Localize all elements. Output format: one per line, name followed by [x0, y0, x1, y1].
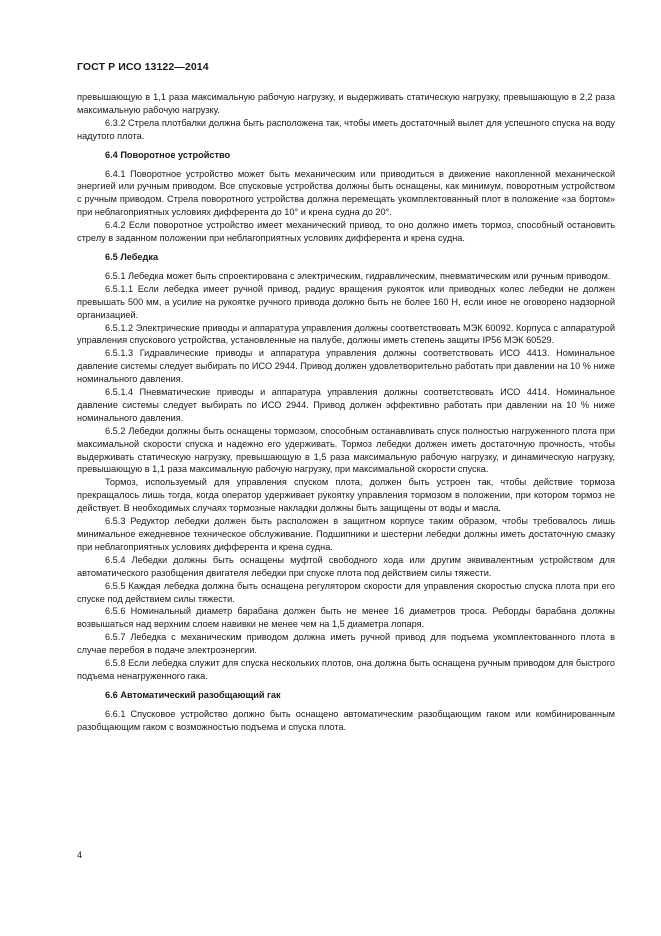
paragraph: превышающую в 1,1 раза максимальную рабочую нагрузку, и выдерживать статическую нагрузку, превышающую в 2,2 раза максимальную рабочую нагрузку.	[77, 92, 615, 115]
paragraph: 6.5.1 Лебедка может быть спроектирована с электрическим, гидравлическим, пневматическим или ручным приводом.	[105, 270, 611, 281]
paragraph: 6.5.5 Каждая лебедка должна быть оснащена регулятором скорости для управления скоростью спуска плота при его спуске под действием силы тяжести.	[77, 580, 615, 604]
paragraph: 6.4.2 Если поворотное устройство имеет механический привод, то оно должно иметь тормоз, способный остановить стрелу в заданном положении при неблагоприятных условиях дифферента и крена судна.	[77, 220, 615, 244]
paragraph: Тормоз, используемый для управления спуском плота, должен быть устроен так, чтобы действие тормоза прекращалось лишь тогда, когда оператор удерживает рукоятку управления тормозом в положении, при котором тормоз не действует. В необходимых случаях тормозные накладки должны быть защищены от воды и масла.	[77, 477, 615, 514]
paragraph: 6.5.8 Если лебедка служит для спуска нескольких плотов, она должна быть оснащена ручным приводом для быстрого подъема ненагруженного гака.	[77, 658, 615, 681]
paragraph: 6.5.7 Лебедка с механическим приводом должна иметь ручной привод для подъема укомплектованного плота в случае перебоя в подаче электроэнергии.	[77, 632, 615, 656]
paragraph: 6.5.2 Лебедки должны быть оснащены тормозом, способным останавливать спуск полностью нагруженного плота при максимальной скорости спуска и надежно его удерживать. Тормоз лебедки должен иметь достаточную прочность, чтобы выдерживать статическую нагрузку, превышающую в 1,5 раза максимальную рабочую нагрузку, и динамическую нагрузку, превышающую в 1,1 раза максимальную рабочую нагрузку, при максимальной скорости спуска.	[77, 425, 615, 475]
paragraph: 6.5.1.3 Гидравлические приводы и аппаратура управления должны соответствовать ИСО 4413. Номинальное давление системы следует выбирать по ИСО 2944. Привод должен удовлетворительно работать при давлении на 10 % ниже номинального давления.	[77, 348, 615, 385]
paragraph: 6.5.6 Номинальный диаметр барабана должен быть не менее 16 диаметров троса. Реборды барабана должны возвышаться над верхним слоем навивки не менее чем на 1,5 диаметра лопаря.	[77, 606, 615, 630]
paragraph: 6.5.1.2 Электрические приводы и аппаратура управления должны соответствовать МЭК 60092. Корпуса с аппаратурой управления спускового устройства, установленные на палубе, должны иметь степень защиты IP56 МЭК 60529.	[77, 322, 615, 346]
paragraph: 6.4.1 Поворотное устройство может быть механическим или приводиться в движение накопленной механической энергией или ручным приводом. Все спусковые устройства должны быть оснащены, как минимум, поворотным устройством с ручным приводом. Стрела поворотного устройства должна перемещать укомплектованный плот в положение «за бортом» при неблагоприятных условиях дифферента до 10° и крена судна до 20°.	[77, 168, 615, 218]
document-body	[77, 91, 615, 734]
document-header: ГОСТ Р ИСО 13122—2014	[77, 61, 209, 73]
section-heading: 6.4 Поворотное устройство	[105, 149, 231, 160]
section-heading: 6.5 Лебедка	[105, 251, 159, 262]
paragraph: 6.5.3 Редуктор лебедки должен быть расположен в защитном корпусе таким образом, чтобы требовалось лишь минимальное ежедневное техническое обслуживание. Подшипники и шестерни лебедки должны иметь достаточную смазку при неблагоприятных условиях дифферента и крена судна.	[77, 516, 615, 552]
page-number: 4	[77, 850, 83, 860]
paragraph: 6.6.1 Спусковое устройство должно быть оснащено автоматическим разобщающим гаком или комбинированным разобщающим гаком с возможностью подъема и спуска плота.	[77, 708, 615, 732]
paragraph: 6.5.4 Лебедки должны быть оснащены муфтой свободного хода или другим эквивалентным устройством для автоматического разобщения двигателя лебедки при спуске плота под действием силы тяжести.	[77, 554, 615, 578]
paragraph: 6.3.2 Стрела плотбалки должна быть расположена так, чтобы иметь достаточный вылет для успешного спуска на воду надутого плота.	[77, 117, 615, 141]
section-heading: 6.6 Автоматический разобщающий гак	[105, 689, 281, 700]
paragraph: 6.5.1.1 Если лебедка имеет ручной привод, радиус вращения рукояток или приводных колес лебедки не должен превышать 500 мм, а усилие на рукоятке ручного привода должно быть не более 160 Н, если иное не оговорено надзорной организацией.	[77, 283, 615, 320]
paragraph: 6.5.1.4 Пневматические приводы и аппаратура управления должны соответствовать ИСО 4414. Номинальное давление системы следует выбирать по ИСО 2944. Привод должен эффективно работать при давлении на 10 % ниже номинального давления.	[77, 387, 615, 423]
